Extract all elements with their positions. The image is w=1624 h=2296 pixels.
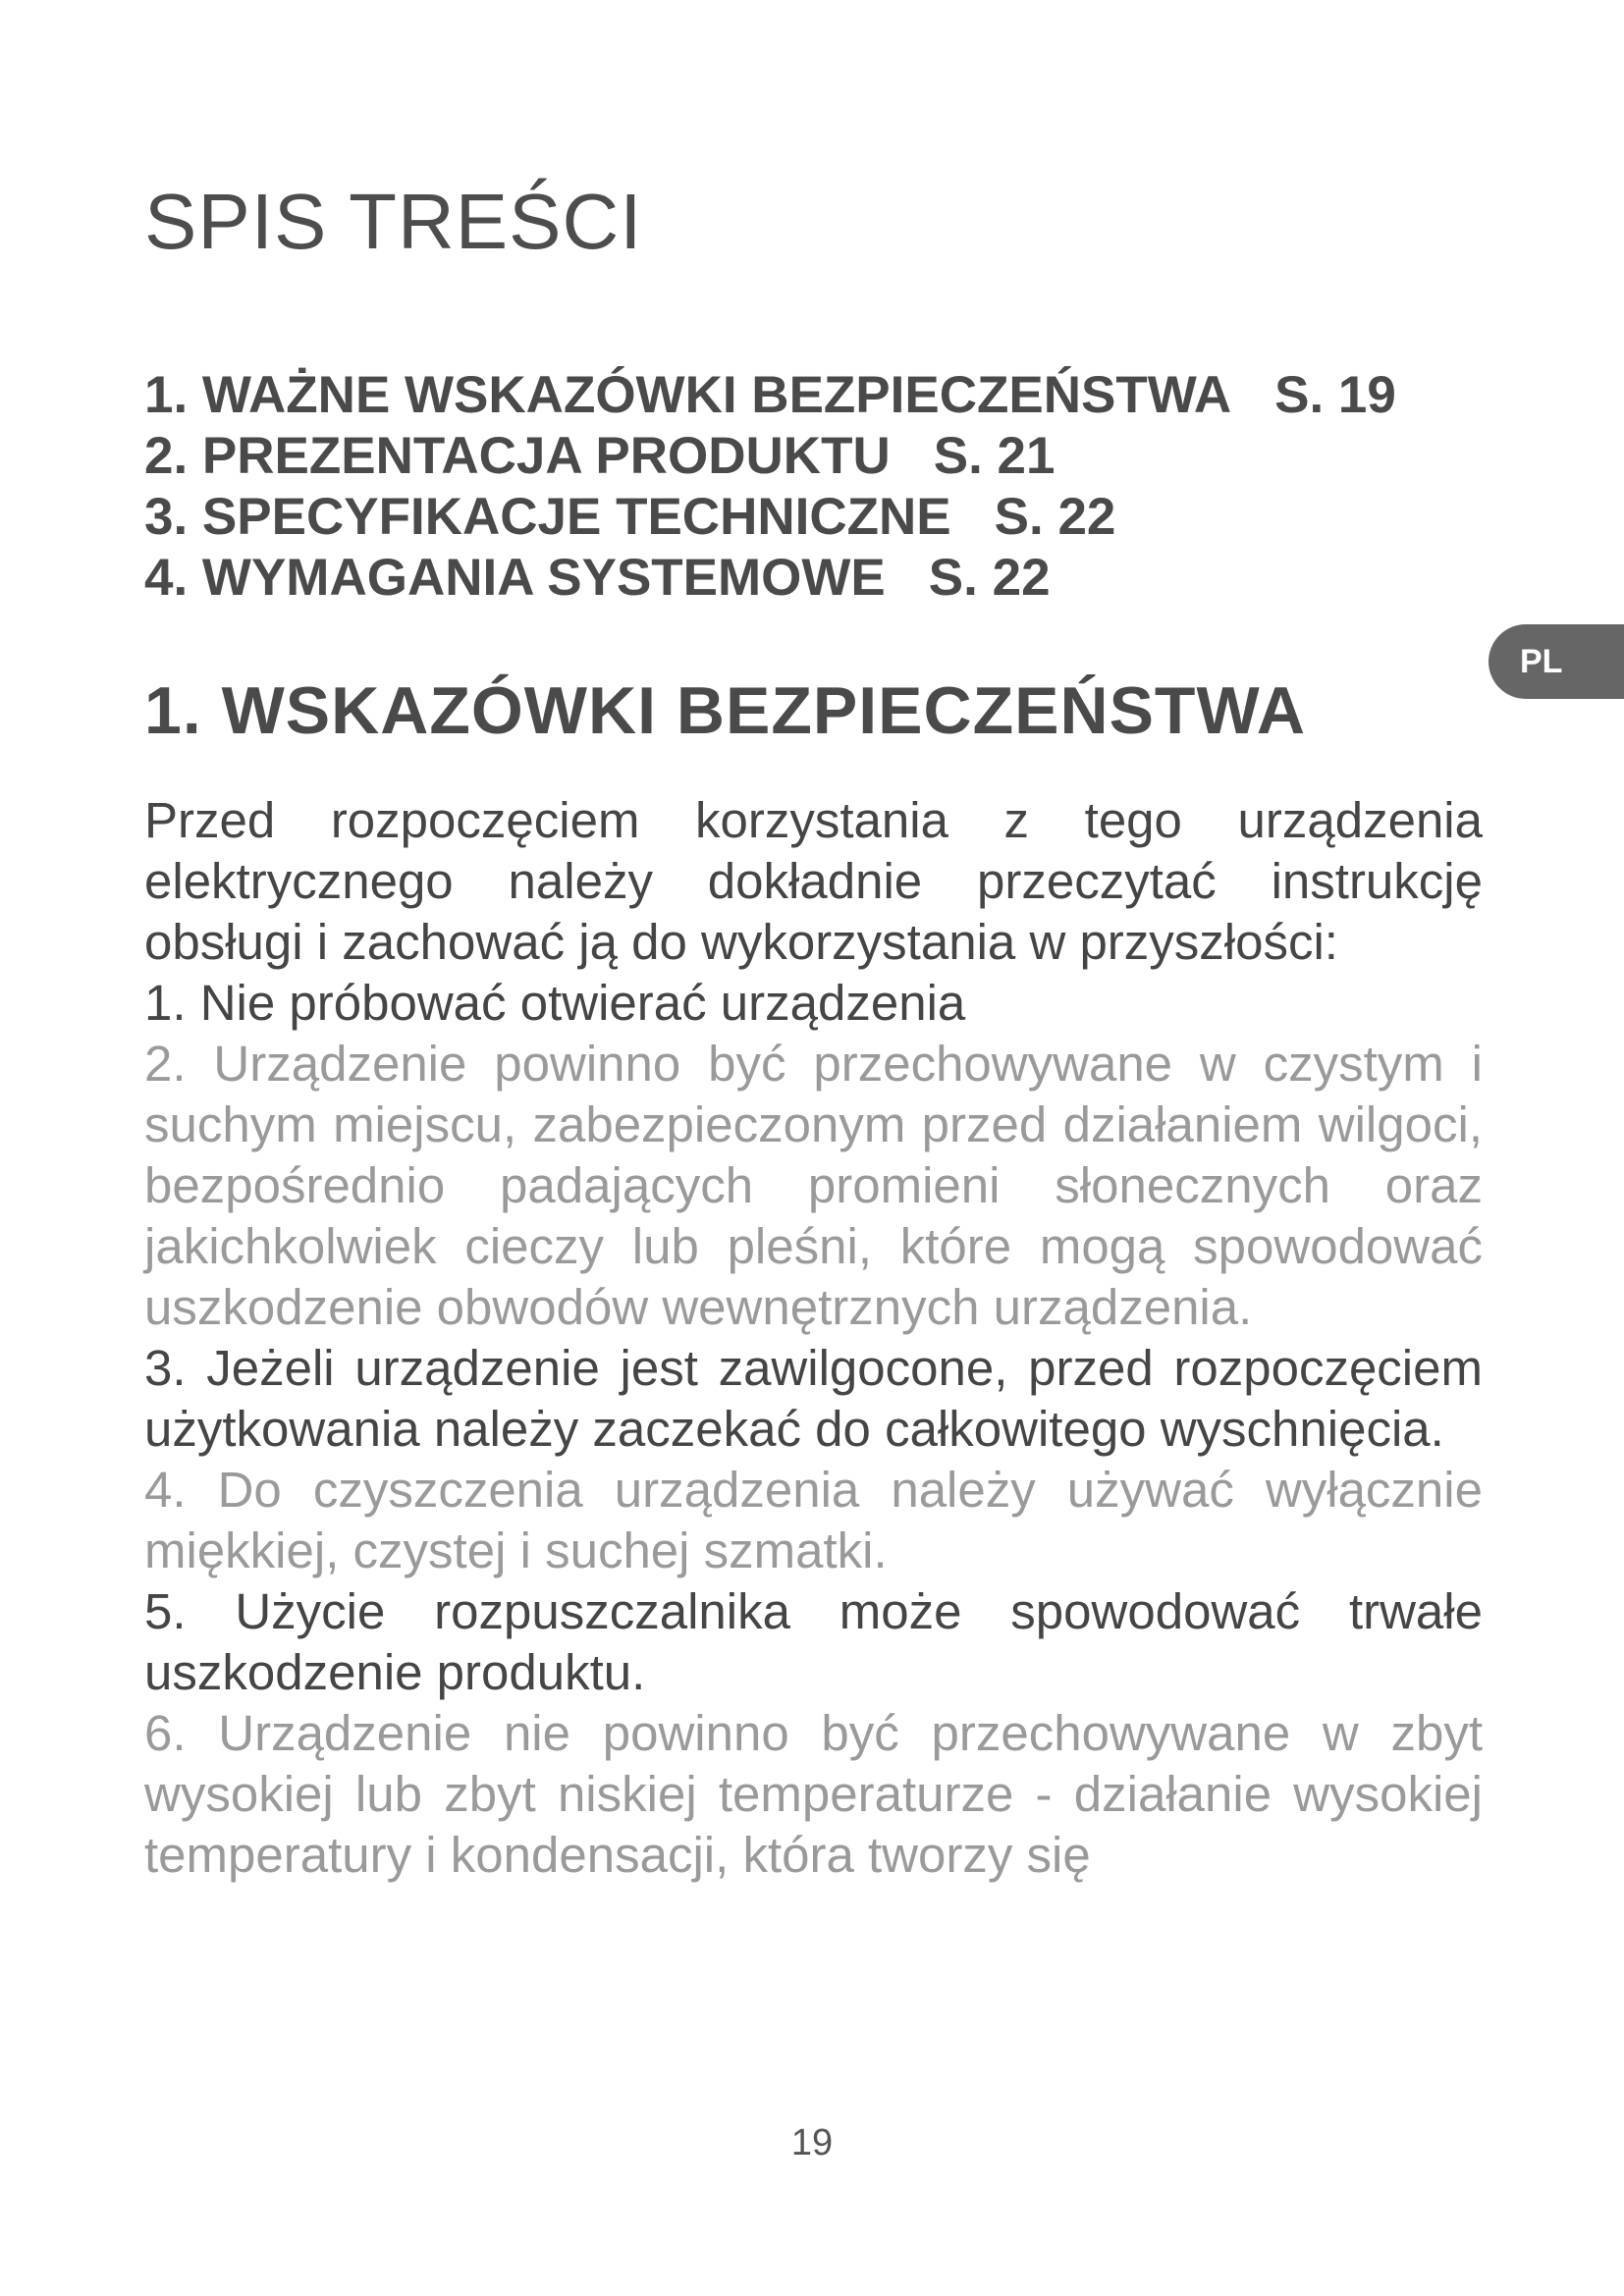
toc-entry-label: 3. SPECYFIKACJE TECHNICZNE (144, 488, 951, 546)
instruction-2: 2. Urządzenie powinno być przechowywane w czystym i suchym miejscu, zabezpieczonym przed działaniem wilgoci, bezpośrednio padających promieni słonecznych oraz jakichkolwiek cieczy lub pleśni, które mogą spowodować uszkodzenie obwodów wewnętrznych urządzenia. (144, 1036, 1483, 1335)
safety-instructions (144, 790, 1483, 1886)
instruction-4: 4. Do czyszczenia urządzenia należy używać wyłącznie miękkiej, czystej i suchej szmatki. (144, 1462, 1483, 1578)
intro-paragraph: Przed rozpoczęciem korzystania z tego urządzenia elektrycznego należy dokładnie przeczytać instrukcję obsługi i zachować ją do wykorzystania w przyszłości: (144, 792, 1483, 970)
instruction-3: 3. Jeżeli urządzenie jest zawilgocone, przed rozpoczęciem użytkowania należy zaczekać do całkowitego wyschnięcia. (144, 1340, 1483, 1457)
toc-entry-page: S. 21 (933, 427, 1056, 485)
page-number: 19 (790, 2122, 834, 2163)
language-tab (1489, 624, 1624, 699)
instruction-6: 6. Urządzenie nie powinno być przechowywane w zbyt wysokiej lub zbyt niskiej temperaturze - działanie wysokiej temperatury i kondensacji, która tworzy się (144, 1705, 1483, 1883)
section-heading: 1. WSKAZÓWKI BEZPIECZEŃSTWA (144, 673, 1306, 748)
toc-entry-page: S. 22 (928, 549, 1051, 607)
toc-entry-1[interactable] (144, 365, 1396, 426)
toc-entry-3[interactable] (144, 487, 1396, 548)
table-of-contents (144, 365, 1396, 609)
toc-entry-4[interactable] (144, 548, 1396, 609)
toc-entry-label: 2. PREZENTACJA PRODUKTU (144, 427, 891, 485)
instruction-1: 1. Nie próbować otwierać urządzenia (144, 975, 966, 1031)
toc-entry-2[interactable] (144, 426, 1396, 487)
language-tab-label: PL (1520, 642, 1563, 680)
toc-entry-label: 1. WAŻNE WSKAZÓWKI BEZPIECZEŃSTWA (144, 366, 1232, 424)
toc-entry-label: 4. WYMAGANIA SYSTEMOWE (144, 549, 886, 607)
toc-entry-page: S. 19 (1274, 366, 1396, 424)
page-title: SPIS TREŚCI (144, 178, 643, 265)
toc-entry-page: S. 22 (994, 488, 1116, 546)
instruction-5: 5. Użycie rozpuszczalnika może spowodować trwałe uszkodzenie produktu. (144, 1583, 1483, 1700)
